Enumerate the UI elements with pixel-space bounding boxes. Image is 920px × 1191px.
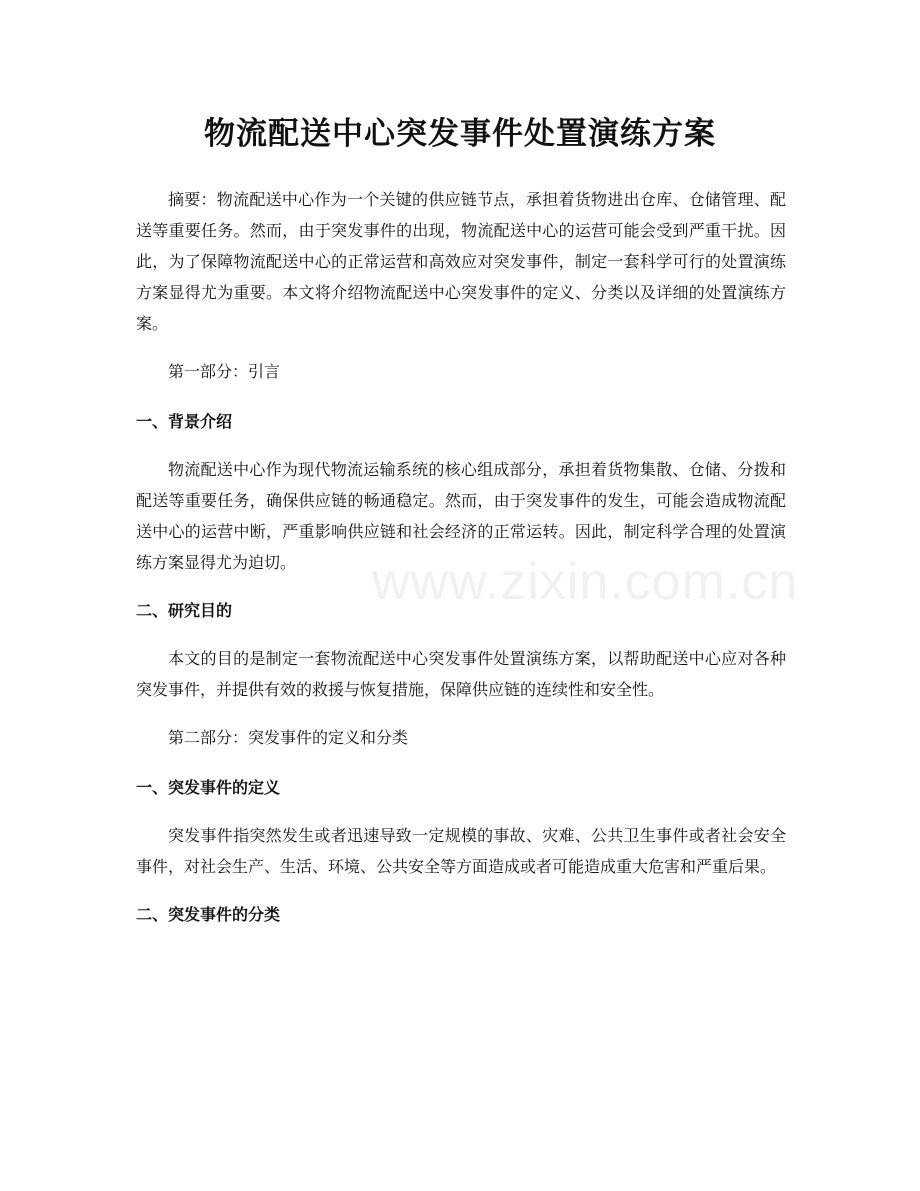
- purpose-paragraph: 本文的目的是制定一套物流配送中心突发事件处置演练方案，以帮助配送中心应对各种突发事件，并提供有效的救援与恢复措施，保障供应链的连续性和安全性。: [136, 649, 786, 699]
- section-heading-purpose: 二、研究目的: [136, 601, 233, 620]
- definition-paragraph: 突发事件指突然发生或者迅速导致一定规模的事故、灾难、公共卫生事件或者社会安全事件，对社会生产、生活、环境、公共安全等方面造成或者可能造成重大危害和严重后果。: [136, 826, 786, 876]
- section-heading-background: 一、背景介绍: [136, 412, 233, 431]
- document-title: 物流配送中心突发事件处置演练方案: [204, 116, 716, 152]
- watermark-text: www.zixin.com.cn: [372, 553, 799, 611]
- section-heading-definition: 一、突发事件的定义: [136, 778, 281, 797]
- document-body: [136, 184, 786, 947]
- background-paragraph: 物流配送中心作为现代物流运输系统的核心组成部分，承担着货物集散、仓储、分拨和配送等重要任务，确保供应链的畅通稳定。然而，由于突发事件的发生，可能会造成物流配送中心的运营中断，严重影响供应链和社会经济的正常运转。因此，制定科学合理的处置演练方案显得尤为迫切。: [136, 460, 786, 572]
- abstract-paragraph: 摘要：物流配送中心作为一个关键的供应链节点，承担着货物进出仓库、仓储管理、配送等重要任务。然而，由于突发事件的出现，物流配送中心的运营可能会受到严重干扰。因此，为了保障物流配送中心的正常运营和高效应对突发事件，制定一套科学可行的处置演练方案显得尤为重要。本文将介绍物流配送中心突发事件的定义、分类以及详细的处置演练方案。: [136, 190, 786, 333]
- section-heading-classification: 二、突发事件的分类: [136, 905, 281, 924]
- part-two-label: 第二部分：突发事件的定义和分类: [168, 728, 409, 747]
- part-one-label: 第一部分：引言: [168, 362, 281, 381]
